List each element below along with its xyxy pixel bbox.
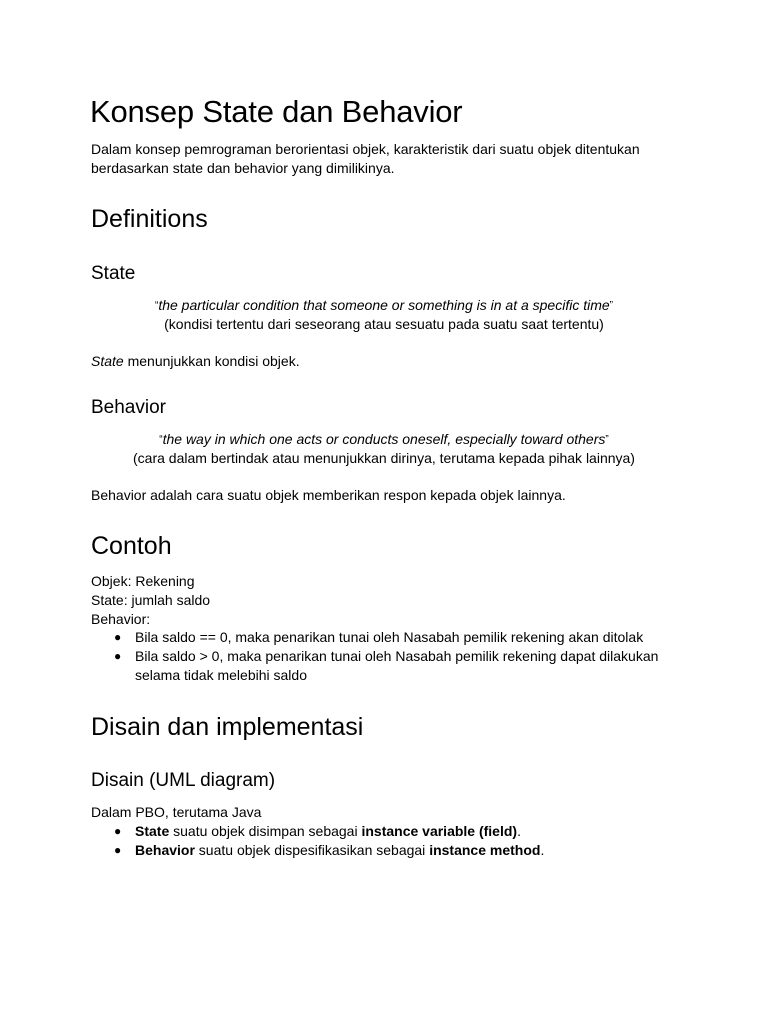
contoh-objek: Objek: Rekening (91, 573, 195, 589)
disain-subheading: Disain (UML diagram) (91, 770, 276, 791)
contoh-state: State: jumlah saldo (91, 592, 211, 608)
contoh-behavior-label: Behavior: (91, 611, 151, 627)
state-translation: (kondisi tertentu dari seseorang atau sesuatu pada suatu saat tertentu) (164, 316, 604, 332)
bullet-text: . (517, 823, 521, 839)
state-description-text: menunjukkan kondisi objek. (123, 353, 300, 369)
bullet-icon: ● (114, 649, 122, 663)
contoh-bullet-2-line-2: selama tidak melebihi saldo (135, 667, 307, 683)
behavior-description: Behavior adalah cara suatu objek memberikan respon kepada objek lainnya. (91, 487, 566, 503)
behavior-heading: Behavior (91, 397, 166, 418)
definitions-heading: Definitions (91, 205, 208, 233)
behavior-quote (0, 430, 768, 449)
bullet-text: suatu objek disimpan sebagai (169, 823, 362, 839)
state-description-term: State (91, 353, 124, 369)
bold-term: instance method (429, 842, 541, 858)
bullet-text: . (540, 842, 545, 858)
state-heading: State (91, 263, 136, 284)
bold-term: instance variable (field) (361, 823, 518, 839)
close-quote-mark: ” (605, 434, 609, 445)
close-quote-mark: ” (609, 300, 614, 311)
behavior-quote-text: the way in which one acts or conducts oneself, especially toward others (162, 431, 606, 447)
disain-bullet-1 (135, 822, 521, 841)
open-quote-mark: “ (159, 434, 163, 445)
bullet-icon: ● (114, 630, 122, 644)
page-title: Konsep State dan Behavior (90, 94, 463, 129)
bullet-icon: ● (114, 824, 122, 838)
contoh-bullet-1: Bila saldo == 0, maka penarikan tunai oleh Nasabah pemilik rekening akan ditolak (135, 629, 644, 645)
bullet-text: suatu objek dispesifikasikan sebagai (194, 842, 430, 858)
contoh-bullet-2-line-1: Bila saldo > 0, maka penarikan tunai oleh Nasabah pemilik rekening dapat dilakukan (135, 648, 659, 664)
behavior-translation: (cara dalam bertindak atau menunjukkan dirinya, terutama kepada pihak lainnya) (133, 450, 635, 466)
state-quote (0, 296, 768, 315)
state-description (91, 352, 300, 371)
bullet-icon: ● (114, 843, 122, 857)
contoh-heading: Contoh (91, 532, 172, 560)
disain-intro: Dalam PBO, terutama Java (91, 804, 262, 820)
bold-term: Behavior (135, 842, 195, 858)
state-quote-text: the particular condition that someone or something is in at a specific time (158, 297, 610, 313)
disain-bullet-2 (135, 841, 544, 860)
intro-line-1: Dalam konsep pemrograman berorientasi objek, karakteristik dari suatu objek ditentukan (91, 141, 640, 157)
bold-term: State (135, 823, 170, 839)
disain-heading: Disain dan implementasi (91, 713, 364, 741)
open-quote-mark: “ (154, 300, 159, 311)
intro-line-2: berdasarkan state dan behavior yang dimilikinya. (91, 160, 395, 176)
